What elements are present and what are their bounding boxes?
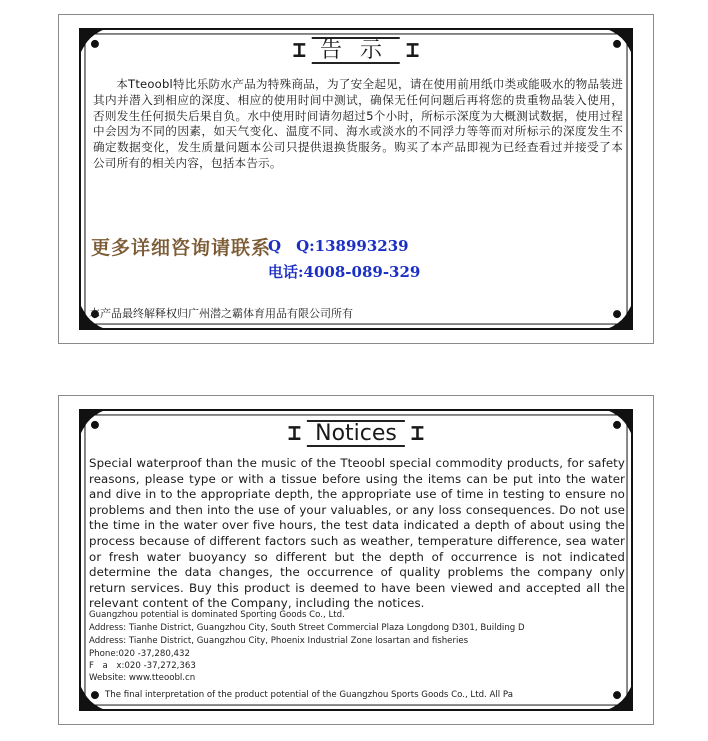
address-line-1: Address: Tianhe District, Guangzhou City, South Street Commercial Plaza Longdong D301, Building D: [89, 623, 525, 633]
website-line: Website: www.tteoobl.cn: [89, 673, 196, 683]
notice-title: [287, 37, 426, 64]
title-bracket-left-icon: ⌶: [292, 38, 306, 64]
phone-number: 电话:4008-089-329: [268, 263, 421, 281]
company-name: Guangzhou potential is dominated Sporting Goods Co., Ltd.: [89, 610, 345, 620]
notice-title: [282, 420, 430, 447]
address-line-2: Address: Tianhe District, Guangzhou City, Phoenix Industrial Zone losartan and fisheries: [89, 636, 469, 646]
qq-number: Q Q:138993239: [268, 237, 409, 255]
fax-line: F a x:020 -37,272,363: [89, 661, 196, 671]
title-text: Notices: [307, 420, 405, 447]
notice-card-chinese: [58, 14, 654, 344]
notice-body-text: Special waterproof than the music of the Tteoobl special commodity products, for safety reasons, please type or with a tissue before using the items can be put into the water and dive in to the appropriate depth, the appropriate use of time in testing to ensure no problems and then into the use of your valuables, or any loss consequences. Do not use the time in the water over five hours, the test data indicated a depth of about using the process because of different factors such as weather, temperature difference, sea water or fresh water buoyancy so different but the depth of occurrence is not indicated determine the data changes, the occurrence of quality problems the company only return services. Buy this product is deemed to have been viewed and accepted all the relevant content of the Company, including the notices.: [89, 456, 625, 611]
copyright-footer: 本产品最终解释权归广州潜之霸体育用品有限公司所有: [89, 307, 353, 320]
notice-card-english: [58, 395, 654, 725]
title-bracket-right-icon: ⌶: [410, 421, 425, 447]
title-bracket-right-icon: ⌶: [406, 38, 420, 64]
title-text: 告示: [312, 37, 400, 64]
ornamental-border: [79, 28, 633, 330]
copyright-footer: The final interpretation of the product potential of the Guangzhou Sports Goods Co., Ltd. All Pa: [105, 690, 513, 700]
title-bracket-left-icon: ⌶: [287, 421, 302, 447]
phone-line: Phone:020 -37,280,432: [89, 649, 190, 659]
notice-body-text: 本Tteoobl特比乐防水产品为特殊商品，为了安全起见，请在使用前用纸巾类或能吸水的物品装进其内并潜入到相应的深度、相应的使用时间中测试，确保无任何问题后再将您的贵重物品装入使用，否则发生任何损失后果自负。水中使用时间请勿超过5个小时，所标示深度为大概测试数据，使用过程中会因为不同的因素，如天气变化、温度不同、海水或淡水的不同浮力等等而对所标示的深度发生不确定数据变化，发生质量问题本公司只提供退换货服务。购买了本产品即视为已经查看过并接受了本公司所有的相关内容，包括本告示。: [93, 77, 623, 170]
contact-label: 更多详细咨询请联系: [91, 237, 272, 259]
